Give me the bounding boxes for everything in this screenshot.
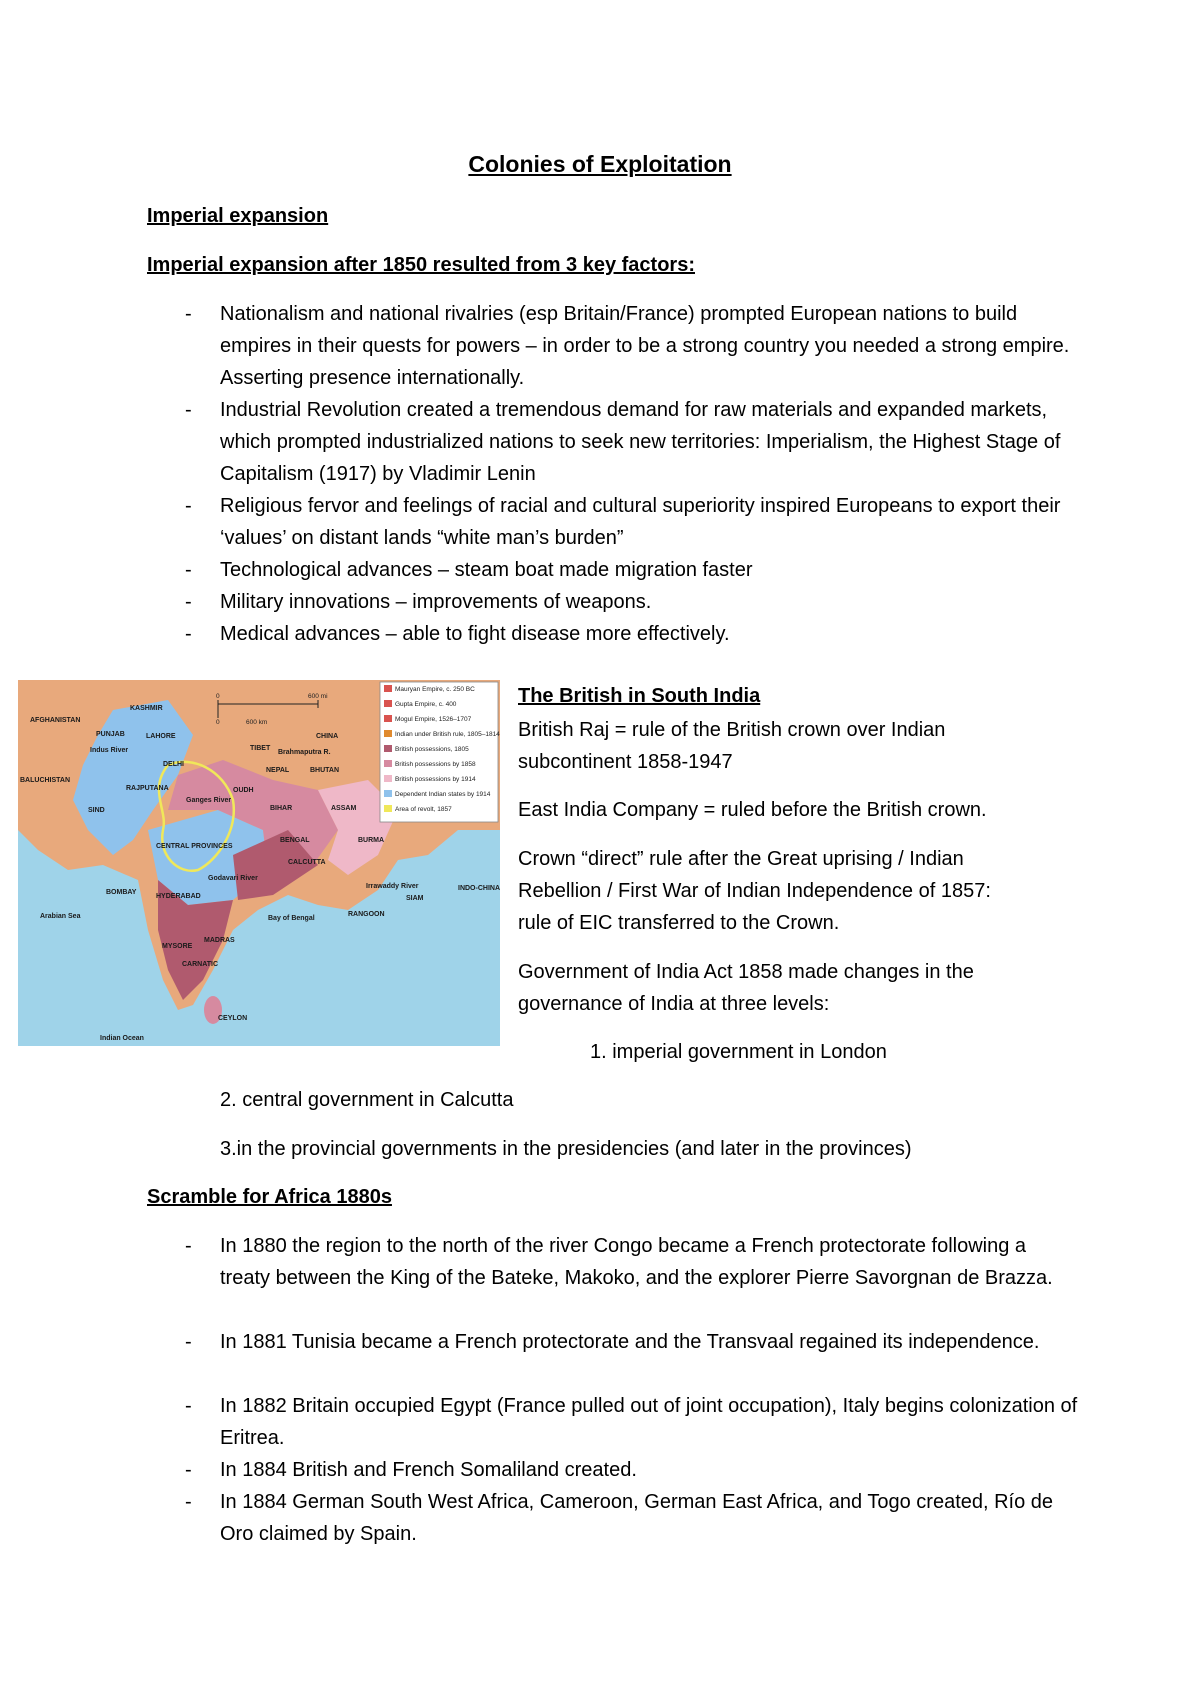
factor-text: Religious fervor and feelings of racial and cultural superiority inspired Europeans to export their ‘values’ on distant lands “white man’s burden”	[220, 495, 1061, 549]
label-mysore: MYSORE	[162, 943, 193, 950]
legend-label: British possessions by 1858	[395, 761, 476, 768]
british-raj-line1: British Raj = rule of the British crown over Indian	[518, 719, 946, 741]
label-bengal: BENGAL	[280, 837, 310, 844]
label-tibet: TIBET	[250, 745, 271, 752]
factor-text: Military innovations – improvements of weapons.	[220, 591, 652, 613]
label-hyderabad: HYDERABAD	[156, 893, 201, 900]
india-map-image	[18, 680, 500, 1046]
label-indian-ocean: Indian Ocean	[100, 1035, 144, 1042]
label-rangoon: RANGOON	[348, 911, 385, 918]
crown-line1: Crown “direct” rule after the Great uprising / Indian	[518, 848, 964, 870]
section-heading-imperial: Imperial expansion	[147, 205, 329, 227]
legend-swatch	[384, 760, 392, 767]
label-central: CENTRAL PROVINCES	[156, 843, 233, 850]
label-sind: SIND	[88, 807, 105, 814]
factor-text: Technological advances – steam boat made migration faster	[220, 559, 753, 581]
label-rajputana: RAJPUTANA	[126, 785, 169, 792]
africa-text: In 1881 Tunisia became a French protectorate and the Transvaal regained its independence.	[220, 1331, 1040, 1353]
level-item: 2. central government in Calcutta	[220, 1089, 514, 1111]
africa-text: In 1884 British and French Somaliland created.	[220, 1459, 637, 1481]
map-legend	[380, 682, 500, 822]
section-heading-british: The British in South India	[518, 685, 761, 707]
level-item: 1. imperial government in London	[590, 1041, 887, 1063]
eic-text: East India Company = ruled before the British crown.	[518, 799, 987, 821]
scale-zero-a: 0	[216, 693, 220, 700]
label-kashmir: KASHMIR	[130, 705, 163, 712]
label-ceylon: CEYLON	[218, 1015, 248, 1022]
label-bhutan: BHUTAN	[310, 767, 340, 774]
section-heading-africa: Scramble for Africa 1880s	[147, 1186, 392, 1208]
page-title: Colonies of Exploitation	[468, 151, 732, 177]
legend-swatch	[384, 775, 392, 782]
crown-line2: Rebellion / First War of Indian Independence of 1857:	[518, 880, 991, 902]
label-arabian: Arabian Sea	[40, 913, 81, 920]
label-nepal: NEPAL	[266, 767, 290, 774]
legend-label: British possessions, 1805	[395, 746, 469, 753]
legend-swatch	[384, 700, 392, 707]
act-line1: Government of India Act 1858 made changes in the	[518, 961, 974, 983]
document-page: Colonies of Exploitation Imperial expansion Imperial expansion after 1850 resulted from 3 key factors: - Nationalism and national rivalries (esp Britain/France) prompted European nations to build empires in their quests for powers – in order to be a strong country you needed a strong empire. Asserting presence internationally. - Industrial Revolution created a tremendous demand for raw materials and expanded markets, which prompted industrialized nations to seek new territories: Imperialism, the Highest Stage of Capitalism (1917) by Vladimir Lenin - Religious fervor and feelings of racial and cultural superiority inspired Europeans to export their ‘values’ on distant lands “white man’s burden” - Technological advances – steam boat made migration faster - Military innovations – improvements of weapons. - Medical advances – able to fight disease more effectively. Mauryan Empire, c. 250 BC Gupta Empire, c. 400 Mogul Empire, 1526–1707 Indian under British rule, 1805–1814 British possessions, 1805 British possessions by 1858 British possessions by 1914 Dependent Indian states by 1914 Area of revolt, 1857 0 600 mi 0 600 km KASHMIR AFGHANISTAN PUNJAB LAHORE Indus River BALUCHISTAN DELHI RAJPUTANA SIND Ganges River OUDH NEPAL BHUTAN BIHAR ASSAM BENGAL BURMA CALCUTTA CENTRAL PROVINCES Godavari River HYDERABAD BOMBAY Arabian Sea Bay of Bengal MYSORE MADRAS CARNATIC CEYLON Indian Ocean TIBET CHINA Brahmaputra R. Irrawaddy River SIAM INDO-CHINA RANGOON The British in South India British Raj = rule of the British crown over Indian subcontinent 1858-1947 East India Company = ruled before the British crown. Crown “direct” rule after the Great uprising / Indian Rebellion / First War of Indian Independence of 1857: rule of EIC transferred to the Crown. Government of India Act 1858 made changes in the governance of India at three levels: 1. imperial government in London 2. central government in Calcutta 3.in the provincial governments in the presidencies (and later in the provinces) Scramble for Africa 1880s - In 1880 the region to the north of the river Congo became a French protectorate following a treaty between the King of the Bateke, Makoko, and the explorer Pierre Savorgnan de Brazza. - In 1881 Tunisia became a French protectorate and the Transvaal regained its independence. - In 1882 Britain occupied Egypt (France pulled out of joint occupation), Italy begins colonization of Eritrea. - In 1884 British and French Somaliland created. - In 1884 German South West Africa, Cameroon, German East Africa, and Togo created, Río de Oro claimed by Spain.	[0, 0, 1200, 1698]
legend-label: Gupta Empire, c. 400	[395, 701, 457, 708]
label-assam: ASSAM	[331, 805, 357, 812]
legend-label: Mauryan Empire, c. 250 BC	[395, 686, 475, 693]
legend-swatch	[384, 730, 392, 737]
africa-text: In 1882 Britain occupied Egypt (France pulled out of joint occupation), Italy begins colonization of Eritrea.	[220, 1395, 1078, 1449]
label-burma: BURMA	[358, 837, 385, 844]
label-bombay: BOMBAY	[106, 889, 137, 896]
label-indochina: INDO-CHINA	[458, 885, 500, 892]
label-bihar: BIHAR	[270, 805, 293, 812]
legend-swatch	[384, 685, 392, 692]
legend-label: Mogul Empire, 1526–1707	[395, 716, 472, 723]
legend-label: Area of revolt, 1857	[395, 806, 452, 813]
label-china: CHINA	[316, 733, 339, 740]
label-brahmaputra: Brahmaputra R.	[278, 749, 331, 756]
label-bay: Bay of Bengal	[268, 915, 315, 922]
label-afghanistan: AFGHANISTAN	[30, 717, 81, 724]
legend-label: British possessions by 1914	[395, 776, 476, 783]
label-irrawaddy: Irrawaddy River	[366, 883, 419, 890]
label-siam: SIAM	[406, 895, 424, 902]
level-item: 3.in the provincial governments in the presidencies (and later in the provinces)	[220, 1138, 912, 1160]
africa-text: In 1884 German South West Africa, Cameroon, German East Africa, and Togo created, Río de Oro claimed by Spain.	[220, 1491, 1054, 1545]
label-calcutta: CALCUTTA	[288, 859, 326, 866]
scale-km: 600 km	[246, 719, 268, 726]
label-delhi: DELHI	[163, 761, 184, 768]
label-indus: Indus River	[90, 747, 129, 754]
section-heading-factors: Imperial expansion after 1850 resulted from 3 key factors:	[147, 254, 695, 276]
label-godavari: Godavari River	[208, 875, 258, 882]
legend-label: Dependent Indian states by 1914	[395, 791, 491, 798]
label-ganges: Ganges River	[186, 797, 232, 804]
legend-label: Indian under British rule, 1805–1814	[395, 731, 500, 738]
legend-swatch	[384, 805, 392, 812]
legend-swatch	[384, 745, 392, 752]
legend-swatch	[384, 790, 392, 797]
label-lahore: LAHORE	[146, 733, 176, 740]
africa-text: In 1880 the region to the north of the river Congo became a French protectorate following a treaty between the King of the Bateke, Makoko, and the explorer Pierre Savorgnan de Brazza.	[220, 1235, 1053, 1289]
act-line2: governance of India at three levels:	[518, 993, 830, 1015]
label-punjab: PUNJAB	[96, 731, 125, 738]
crown-line3: rule of EIC transferred to the Crown.	[518, 912, 840, 934]
label-carnatic: CARNATIC	[182, 961, 219, 968]
factor-text: Nationalism and national rivalries (esp Britain/France) prompted European nations to build empires in their quests for powers – in order to be a strong country you needed a strong empire. Asserting presence internationally.	[220, 303, 1070, 389]
label-baluchistan: BALUCHISTAN	[20, 777, 71, 784]
label-madras: MADRAS	[204, 937, 235, 944]
label-oudh: OUDH	[233, 787, 254, 794]
factor-text: Industrial Revolution created a tremendous demand for raw materials and expanded markets, which prompted industrialized nations to seek new territories: Imperialism, the Highest Stage of Capitalism (1917) by Vladimir Lenin	[220, 399, 1061, 485]
british-raj-line2: subcontinent 1858-1947	[518, 751, 733, 773]
scale-zero-b: 0	[216, 719, 220, 726]
legend-swatch	[384, 715, 392, 722]
scale-mi: 600 mi	[308, 693, 328, 700]
factor-text: Medical advances – able to fight disease more effectively.	[220, 623, 730, 645]
